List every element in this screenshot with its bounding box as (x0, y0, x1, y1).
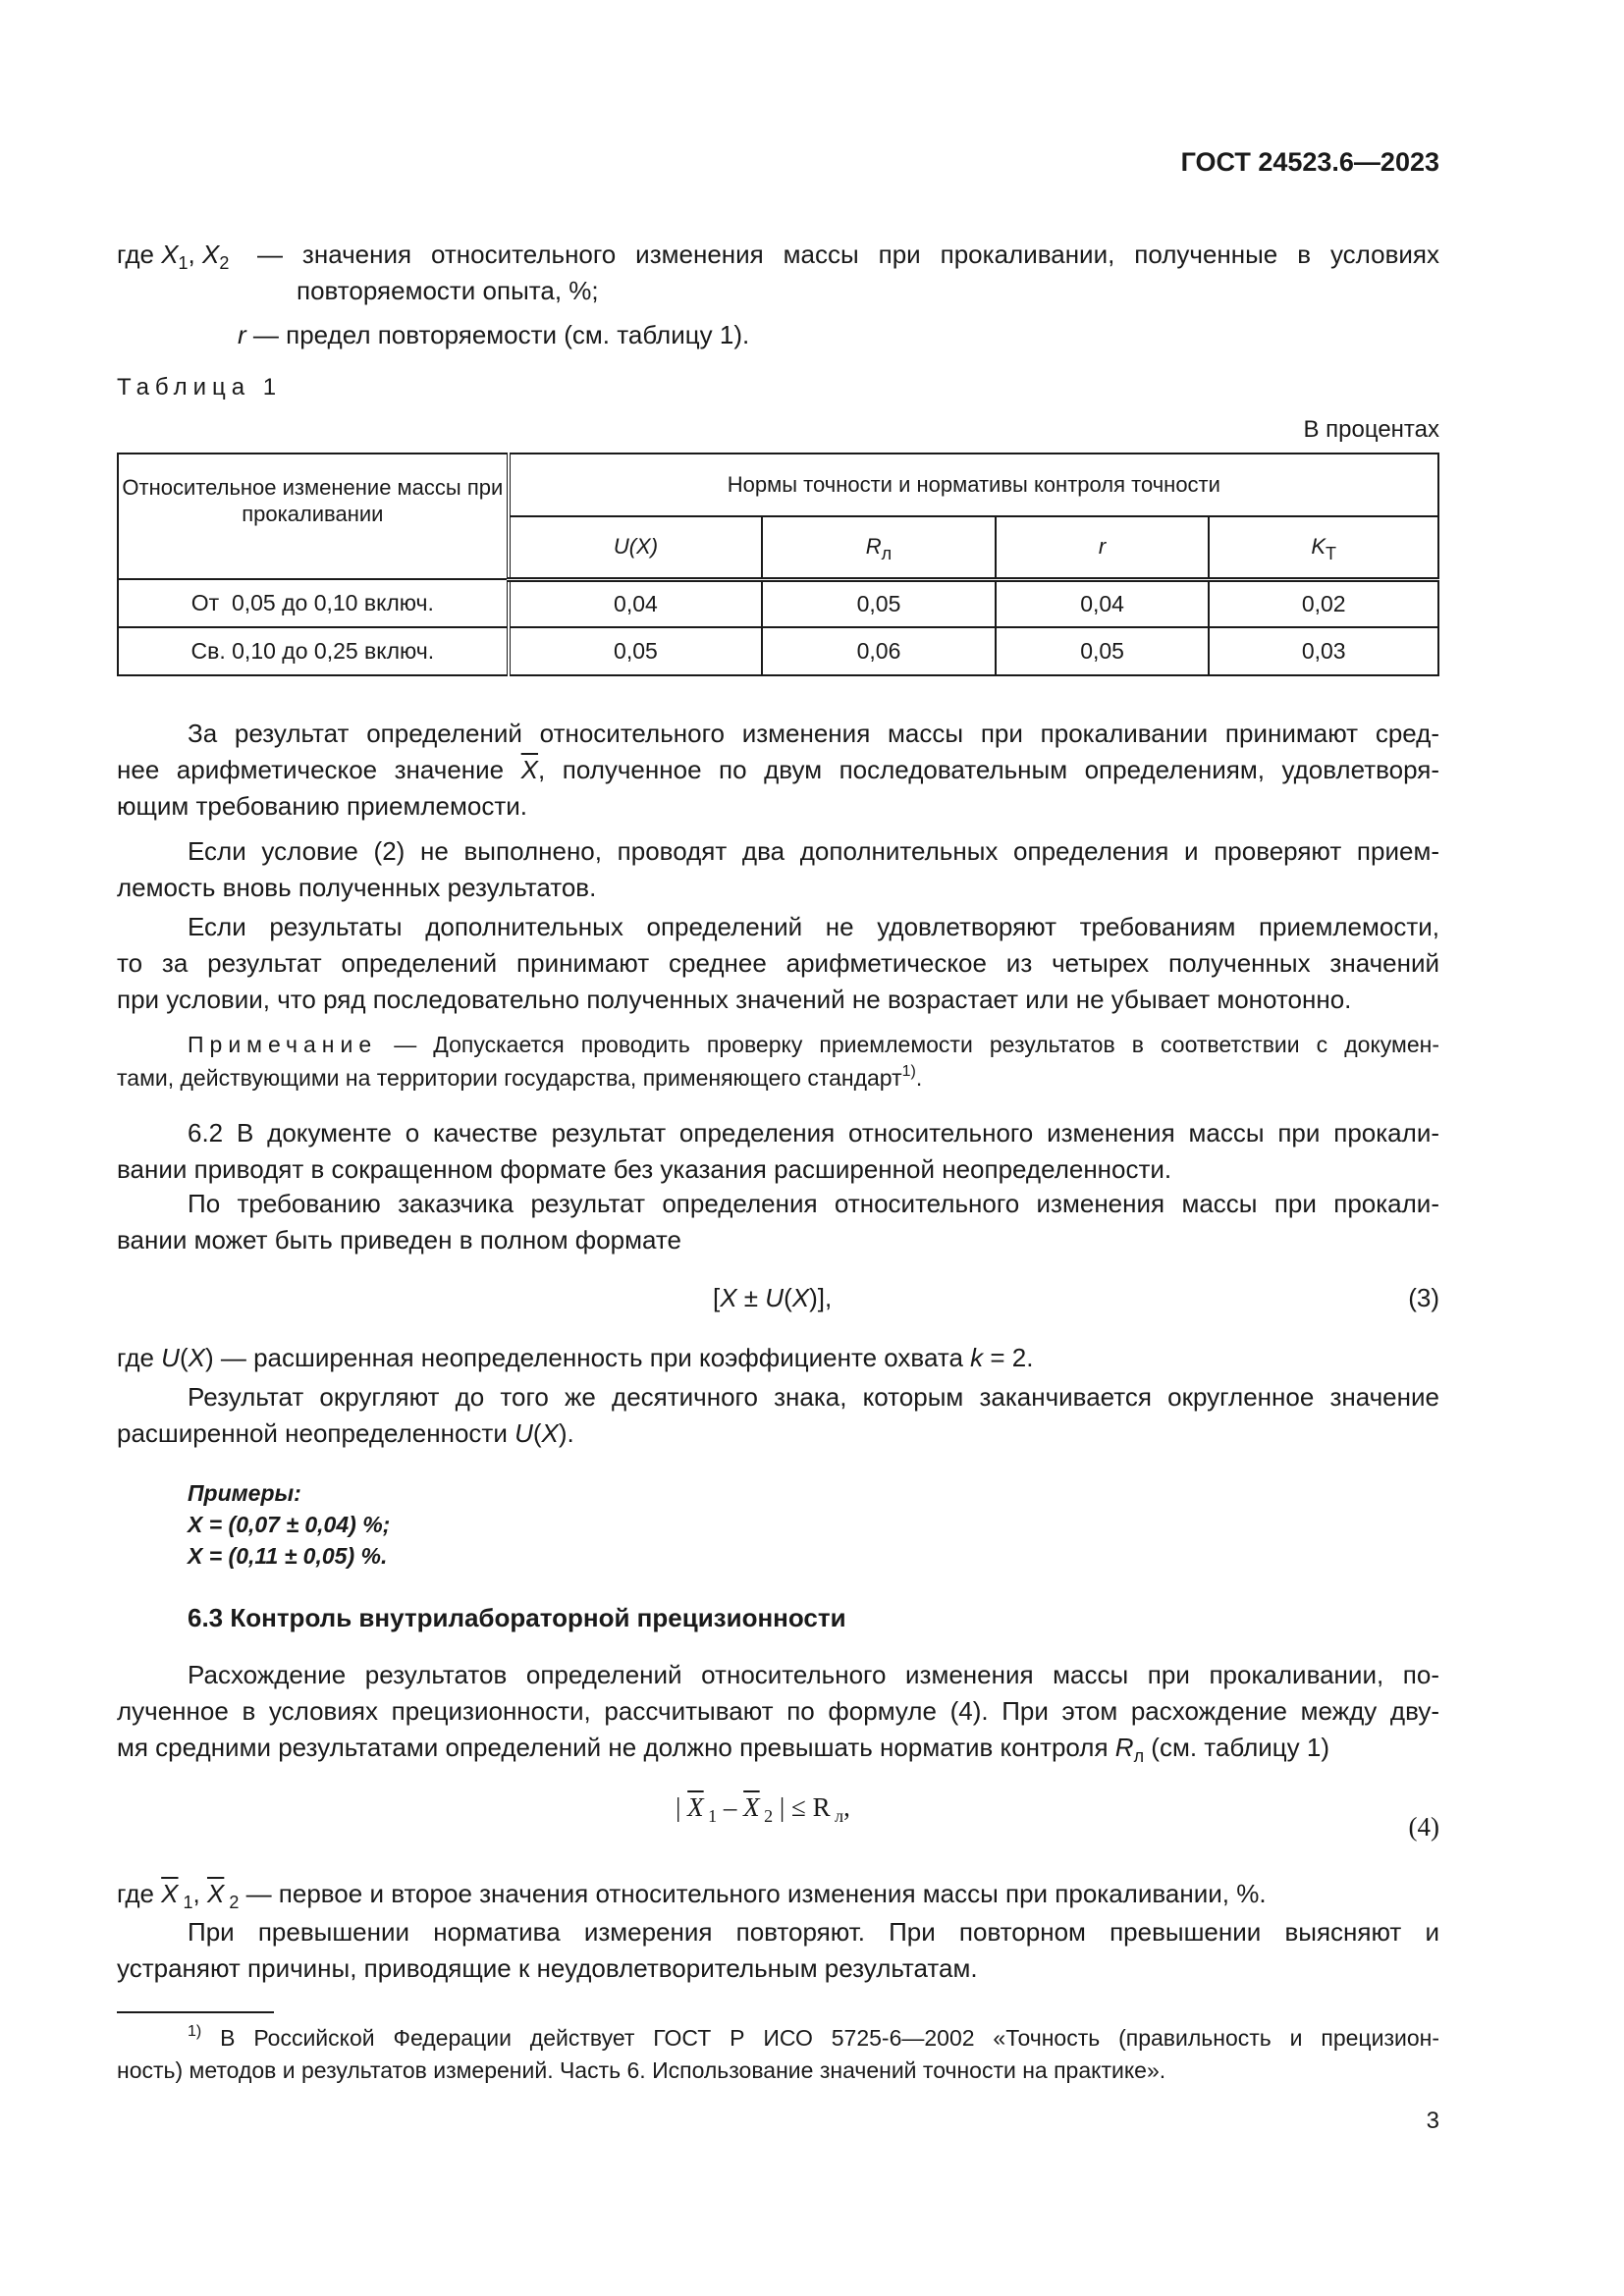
r-definition: r — предел повторяемости (см. таблицу 1). (238, 320, 750, 349)
table-cell-r: 0,05 (996, 627, 1210, 675)
table-caption: Таблица 1 (117, 374, 283, 400)
page-number: 3 (1426, 2108, 1439, 2134)
example-2: X = (0,11 ± 0,05) %. (188, 1543, 388, 1569)
table-cell-ux: 0,05 (509, 627, 763, 675)
table-cell-kt: 0,03 (1209, 627, 1438, 675)
examples-block (188, 1477, 390, 1572)
table-header-col1: Относительное изменение массы при прокаливании (118, 454, 509, 579)
table-row (118, 579, 1438, 627)
formula-4-number: (4) (1408, 1812, 1439, 1842)
section-6-2: 6.2 В документе о качестве результат определения относительного изменения массы при прокали- вании приводят в сокращенном формате без указания расширенной неопределенности. (117, 1118, 1439, 1184)
page-header: ГОСТ 24523.6—2023 (1180, 147, 1439, 177)
table-cell-rl: 0,05 (762, 579, 996, 627)
x1-x2-symbols: $X_1$, $X_2$ (161, 240, 230, 273)
table-subheader-r: r (996, 516, 1210, 579)
paragraph-exceed: При превышении норматива измерения повторяют. При повторном превышении выясняют и устраняют причины, приводящие к неудовлетворительным результатам. (117, 1917, 1439, 1983)
table-subheader-rl: $R_л$ (762, 516, 996, 579)
table-row (118, 627, 1438, 675)
table-cell-rl: 0,06 (762, 627, 996, 675)
examples-title: Примеры: (188, 1480, 301, 1506)
paragraph-result-definition: За результат определений относительного изменения массы при прокаливании принимают сред- нее арифметическое значение $\overline{X}$, полученное по двум последовательным определениям, удовлетворя- ющим требованию приемлемости. (117, 719, 1439, 821)
section-6-3-text: Расхождение результатов определений относительного изменения массы при прокаливании, по- лученное в условиях прецизионности, рассчитывают по формуле (4). При этом расхождение между дву- мя средними результатами определений не должно превышать норматив контроля $R_л$ (см. таблицу 1) (117, 1660, 1439, 1766)
definitions-block (117, 237, 1439, 353)
paragraph-condition: Если условие (2) не выполнено, проводят два дополнительных определения и проверяют прием- лемость вновь полученных результатов. (117, 836, 1439, 902)
table-cell-range: Св. 0,10 до 0,25 включ. (118, 627, 509, 675)
table-cell-ux: 0,04 (509, 579, 763, 627)
x-mean-symbol: $\overline{X}$ (520, 755, 539, 784)
note-block: Примечание — Допускается проводить проверку приемлемости результатов в соответствии с докумен- тами, действующими на территории государства, применяющего стандарт$^{1)}$. (117, 1032, 1439, 1091)
table-cell-kt: 0,02 (1209, 579, 1438, 627)
x-definition-line1: — значения относительного изменения массы при прокаливании, полученные в условиях (257, 240, 1439, 269)
formula-3-number: (3) (1408, 1283, 1439, 1312)
table-group-header: Нормы точности и нормативы контроля точности (509, 454, 1438, 516)
footnote-separator (117, 2011, 274, 2013)
paragraph-rounding: Результат округляют до того же десятичного знака, которым заканчивается округленное значение расширенной неопределенности U(X). (117, 1382, 1439, 1448)
where-u-definition: где U(X) — расширенная неопределенность при коэффициенте охвата k = 2. (117, 1343, 1034, 1372)
formula-3: [X ± U(X)], (713, 1283, 833, 1312)
footnote: $^{1)}$ В Российской Федерации действует ГОСТ Р ИСО 5725-6—2002 «Точность (правильность и прецизион- ность) методов и результатов измерений. Часть 6. Использование значений точности на практике». (117, 2023, 1439, 2083)
note-label: Примечание (188, 1032, 378, 1057)
norms-table (117, 453, 1439, 676)
section-6-3-title: 6.3 Контроль внутрилабораторной прецизионности (188, 1603, 846, 1632)
footnote-ref: 1) (901, 1063, 916, 1080)
example-1: X = (0,07 ± 0,04) %; (188, 1512, 391, 1537)
where-x-definition: где $\overline{X}$ $_1$, $\overline{X}$ $_2$ — первое и вторoе значения относительного изменения массы при прокаливании, %. (117, 1879, 1267, 1912)
section-6-2-request: По требованию заказчика результат определения относительного изменения массы при прокали- вании может быть приведен в полном формате (117, 1189, 1439, 1255)
table-units: В процентах (1303, 416, 1439, 443)
where-label: где (117, 240, 154, 269)
formula-4: | $\overline{X}$ $_1 - \overline{X}$ $_2$ | ≤ R $_л$, (676, 1792, 850, 1826)
table-cell-r: 0,04 (996, 579, 1210, 627)
table-subheader-ux: U(X) (509, 516, 763, 579)
x-definition-line2: повторяемости опыта, %; (297, 276, 599, 305)
paragraph-additional: Если результаты дополнительных определений не удовлетворяют требованиям приемлемости, то за результат определений принимают среднее арифметическое из четырех полученных значений при условии, что ряд последовательно полученных значений не возрастает или не убывает монотонно. (117, 912, 1439, 1014)
table-cell-range: От 0,05 до 0,10 включ. (118, 579, 509, 627)
table-subheader-kt: $K_Т$ (1209, 516, 1438, 579)
